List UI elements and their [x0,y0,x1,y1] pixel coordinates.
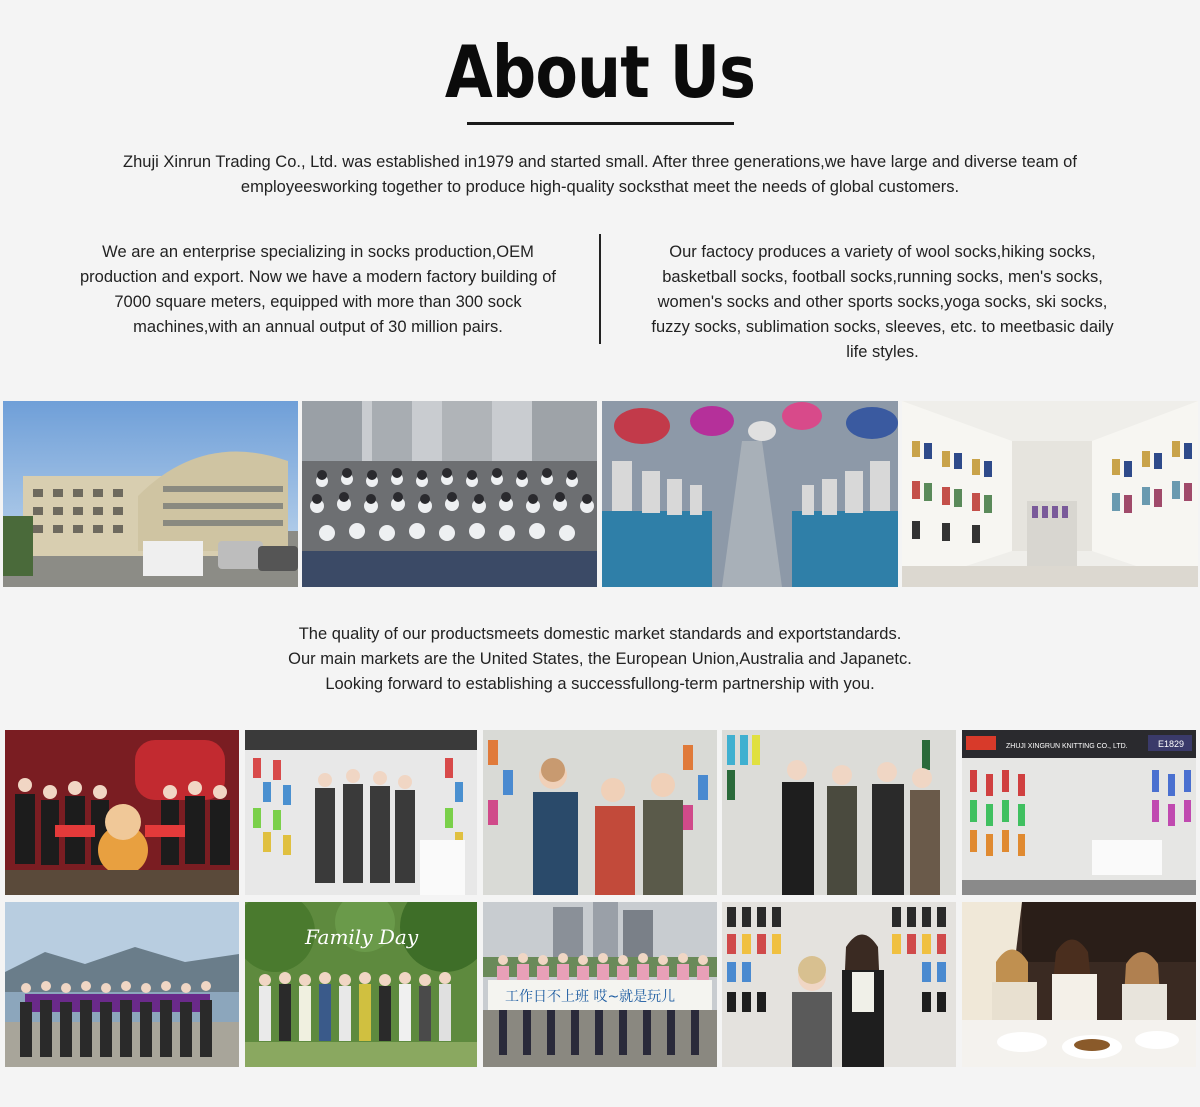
showroom-photo [902,401,1198,587]
family-day-photo [245,902,477,1067]
new-year-party-photo [5,730,239,895]
knitting-machines-photo [602,401,898,587]
column-divider [599,234,601,344]
sock-wall-visitors-photo [722,902,956,1067]
trade-show-booth-photo-2 [722,730,956,895]
family-day-text: Family Day [305,925,419,949]
factory-description: We are an enterprise specializing in socks production,OEM production and export. Now we have a modern factory building of 7000 square meters, equipped with more than 300 sock machines,with an annual output of 30 million pairs. [79,243,557,336]
factory-building-photo [3,401,298,587]
trade-show-booth-photo-1 [245,730,477,895]
team-group-photo [302,401,597,587]
team-outing-lake-photo [5,902,239,1067]
client-dinner-photo [962,902,1196,1067]
markets-line-3: Looking forward to establishing a successfullong-term partnership with you. [325,675,875,693]
title-underline [467,122,734,125]
markets-line-1: The quality of our productsmeets domestic market standards and exportstandards. [298,625,902,643]
products-description: Our factocy produces a variety of wool socks,hiking socks, basketball socks, football socks,running socks, men's socks, women's socks and other sports socks,yoga socks, ski socks, fuzzy socks, sublimation socks, sleeves, etc. to meetbasic daily life styles. [651,243,1114,361]
customers-visit-photo [483,730,717,895]
intro-paragraph: Zhuji Xinrun Trading Co., Ltd. was established in1979 and started small. After three generations,we have large and diverse team of employeesworking together to produce high-quality socksthat meet the needs of global customers. [123,153,1077,196]
banner-text: 工作日不上班 哎~就是玩儿 [505,989,676,1005]
markets-line-2: Our main markets are the United States, the European Union,Australia and Japanetc. [288,650,912,668]
booth-number-text: E1829 [1158,739,1185,749]
page-title: About Us [444,30,756,114]
booth-sign-text: ZHUJI XINGRUN KNITTING CO., LTD. [1006,743,1128,750]
team-banner-photo [483,902,717,1067]
trade-show-booth-photo-3 [962,730,1196,895]
markets-paragraph [200,622,1000,697]
